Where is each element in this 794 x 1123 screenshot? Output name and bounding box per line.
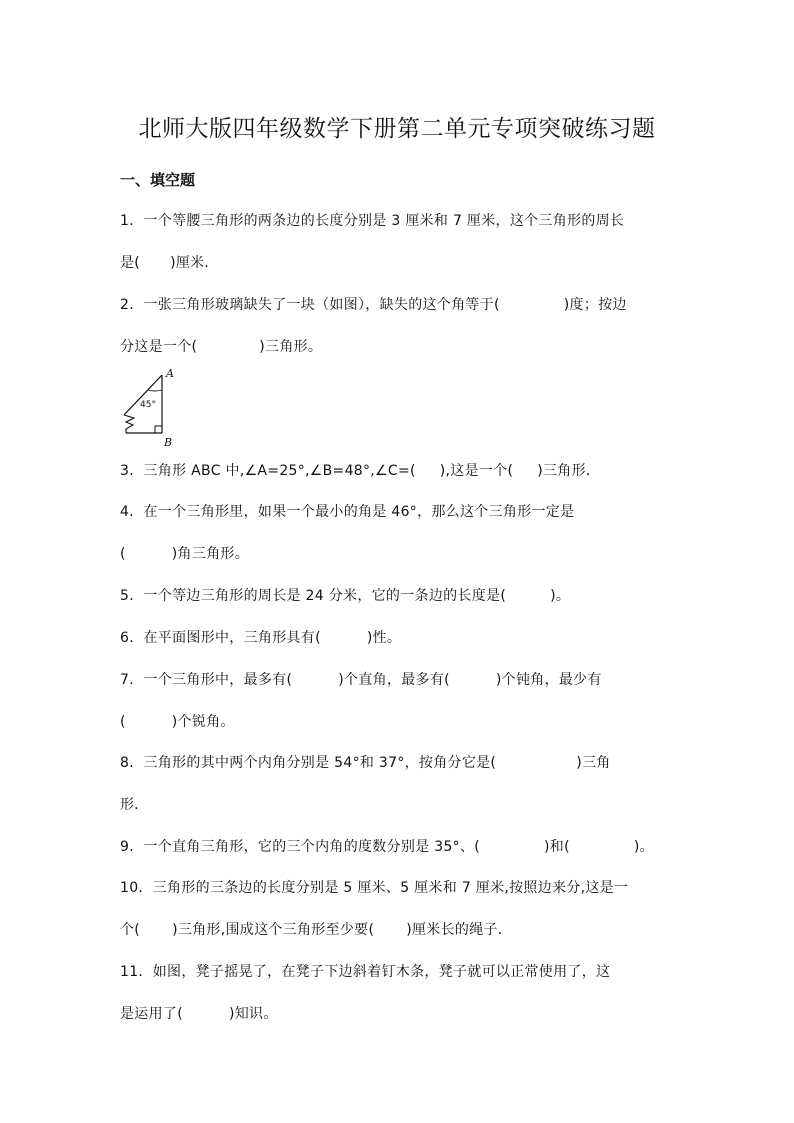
question-3 <box>120 460 600 480</box>
q5-text-1: 5．一个等边三角形的周长是 24 分米，它的一条边的长度是( <box>120 588 507 604</box>
q11-text-2: )知识。 <box>228 1006 278 1022</box>
q10-text-1: 个( <box>120 922 141 938</box>
question-10-line-1: 10．三角形的三条边的长度分别是 5 厘米、5 厘米和 7 厘米,按照边来分,这是一 <box>120 880 629 896</box>
q6-text-2: )性。 <box>366 630 402 646</box>
vertex-label-a: A <box>166 367 174 380</box>
q7-text-1: 7．一个三角形中，最多有( <box>120 672 293 688</box>
question-11-line-1: 11．如图，凳子摇晃了，在凳子下边斜着钉木条，凳子就可以正常使用了，这 <box>120 964 611 980</box>
page-title: 北师大版四年级数学下册第二单元专项突破练习题 <box>138 116 656 142</box>
q3-text-3: )三角形． <box>537 463 601 479</box>
q2-text-3: 分这是一个( <box>120 339 198 355</box>
q4-text-1: ( <box>120 546 126 562</box>
q3-text-1: 3．三角形 ABC 中,∠A=25°,∠B=48°,∠C=( <box>120 463 416 479</box>
question-9 <box>120 836 654 856</box>
angle-label: 45° <box>140 400 156 410</box>
question-1-line-1: 1．一个等腰三角形的两条边的长度分别是 3 厘米和 7 厘米，这个三角形的周长 <box>120 213 625 229</box>
q7-text-4: ( <box>120 714 126 730</box>
q2-text-2: )度；按边 <box>563 297 627 313</box>
q3-text-2: ),这是一个( <box>439 463 514 479</box>
q8-text-1: 8．三角形的其中两个内角分别是 54°和 37°，按角分它是( <box>120 755 497 771</box>
q7-text-3: )个钝角，最少有 <box>495 672 602 688</box>
q9-text-2: )和( <box>544 839 570 855</box>
q8-text-2: )三角 <box>576 755 611 771</box>
q9-text-3: )。 <box>633 839 654 855</box>
question-8-line-2: 形． <box>120 797 149 813</box>
section-heading: 一、填空题 <box>120 171 196 189</box>
q11-text-1: 是运用了( <box>120 1006 183 1022</box>
q10-text-2: )三角形,围成这个三角形至少要( <box>172 922 375 938</box>
question-7-line-1 <box>120 669 602 689</box>
q7-text-2: )个直角，最多有( <box>338 672 450 688</box>
question-8-line-1 <box>120 752 611 772</box>
question-4-line-2 <box>120 543 249 563</box>
vertex-label-b: B <box>164 436 173 449</box>
q7-text-5: )个锐角。 <box>171 714 235 730</box>
question-6 <box>120 627 401 647</box>
question-5 <box>120 585 570 605</box>
q10-text-3: )厘米长的绳子． <box>406 922 513 938</box>
q2-text-4: )三角形。 <box>259 339 323 355</box>
q9-text-1: 9．一个直角三角形，它的三个内角的度数分别是 35°、( <box>120 839 481 855</box>
q2-text-1: 2．一张三角形玻璃缺失了一块（如图），缺失的这个角等于( <box>120 297 500 313</box>
question-11-line-2 <box>120 1003 278 1023</box>
question-7-line-2 <box>120 711 235 731</box>
q1-text-2: )厘米． <box>170 255 219 271</box>
question-4-line-1: 4．在一个三角形里，如果一个最小的角是 46°，那么这个三角形一定是 <box>120 504 575 520</box>
q5-text-2: )。 <box>550 588 571 604</box>
question-1-line-2 <box>120 252 219 272</box>
broken-triangle-figure <box>118 366 188 450</box>
q1-text-1: 是( <box>120 255 141 271</box>
question-2-line-1 <box>120 294 627 314</box>
q6-text-1: 6．在平面图形中，三角形具有( <box>120 630 321 646</box>
question-10-line-2 <box>120 919 512 939</box>
q4-text-2: )角三角形。 <box>171 546 250 562</box>
question-2-line-2 <box>120 336 322 356</box>
